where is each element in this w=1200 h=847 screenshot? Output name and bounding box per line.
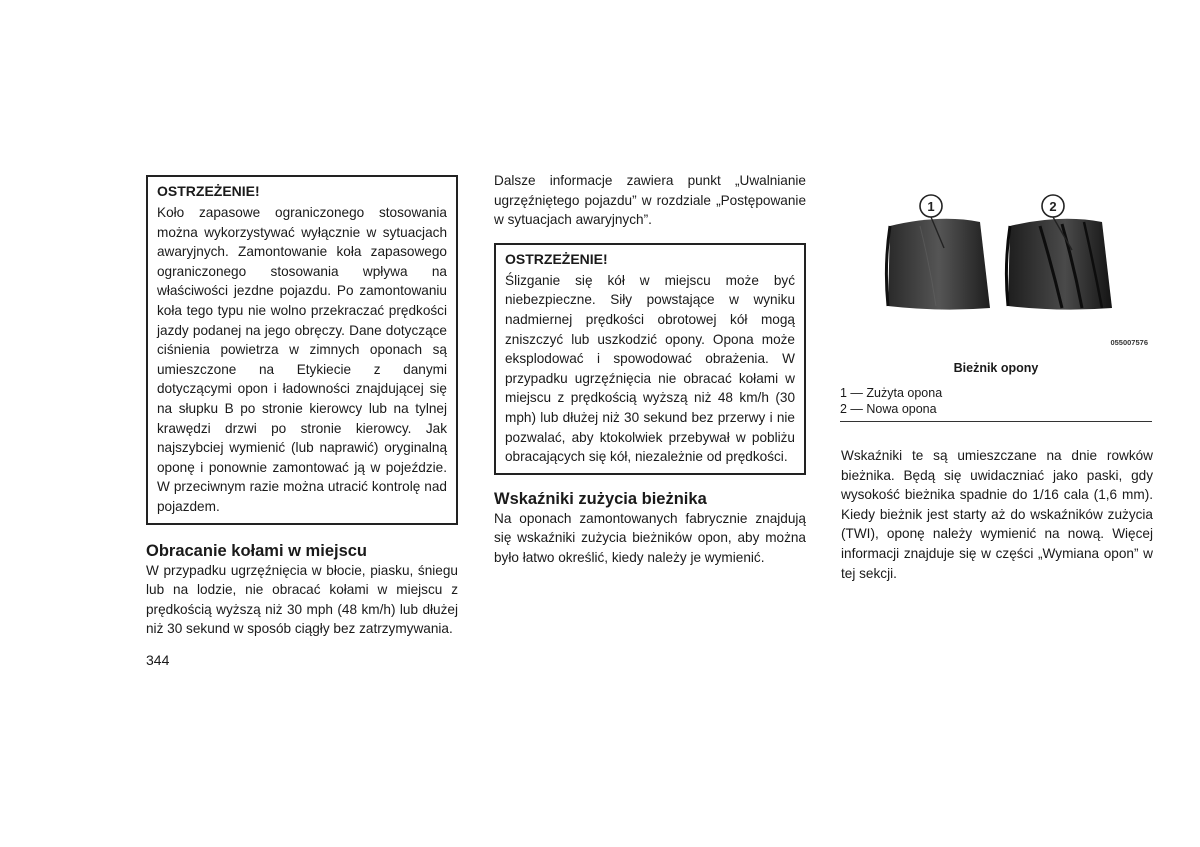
figure-caption: Bieżnik opony — [953, 361, 1039, 375]
page-number: 344 — [146, 652, 170, 668]
intro-text: Dalsze informacje zawiera punkt „Uwalnianie ugrzęźniętego pojazdu” w rozdziale „Postępowanie w sytuacjach awaryjnych”. — [494, 173, 806, 228]
column-1 — [146, 175, 458, 639]
section-heading-tread-indicators: Wskaźniki zużycia bieżnika — [494, 489, 707, 508]
section-text-tread-indicators: Na oponach zamontowanych fabrycznie znajdują się wskaźniki zużycia bieżników opon, aby można było łatwo określić, kiedy należy je wymienić. — [494, 510, 806, 565]
warning-box-spare-wheel — [146, 175, 458, 525]
section-heading-wheel-spin: Obracanie kołami w miejscu — [146, 541, 368, 560]
legend-item-new: 2 — Nowa opona — [840, 402, 937, 416]
figure-code: 055007576 — [1110, 338, 1148, 347]
tire-tread-figure — [840, 186, 1152, 422]
figure-legend — [840, 385, 1152, 422]
column-3-text: Wskaźniki te są umieszczane na dnie rowków bieżnika. Będą się uwidaczniać jako paski, gdy wysokość bieżnika spadnie do 1/16 cala (1,6 mm). Kiedy bieżnik jest starty aż do wskaźników zużycia (TWI), oponę należy wymienić na nową. Więcej informacji znajduje się w części „Wymiana opon” w tej sekcji. — [841, 448, 1153, 581]
section-text-wheel-spin: W przypadku ugrzęźnięcia w błocie, piasku, śniegu lub na lodzie, nie obracać kołami w miejscu z prędkością wyższą niż 30 mph (48 km/h) lub dłużej niż 30 sekund w sposób ciągły bez zatrzymywania. — [146, 562, 458, 637]
new-tire — [1006, 219, 1112, 310]
warning-title: OSTRZEŻENIE! — [157, 183, 260, 199]
warning-text: Koło zapasowe ograniczonego stosowania można wykorzystywać wyłącznie w sytuacjach awaryjnych. Zamontowanie koła zapasowego ograniczonego stosowania wpływa na właściwości jezdne pojazdu. Po zamontowaniu koła tego typu nie wolno przekraczać prędkości jazdy podanej na jego obręczy. Dane dotyczące ciśnienia powietrza w zimnych oponach są umieszczone na Etykiecie z danymi dotyczącymi opon i ładowności znajdującej się na słupku B po stronie kierowcy lub na tylnej krawędzi drzwi po stronie kierowcy. Jak najszybciej wymienić (lub naprawić) oryginalną oponę i ponownie zamontować ją w pojeździe. W przeciwnym razie można utracić kontrolę nad pojazdem. — [157, 205, 447, 514]
warning-box-wheel-spin — [494, 243, 806, 475]
tire-illustration — [840, 186, 1152, 350]
legend-item-worn: 1 — Zużyta opona — [840, 386, 943, 400]
column-2 — [494, 171, 806, 568]
warning-title: OSTRZEŻENIE! — [505, 250, 608, 267]
callout-1-label: 1 — [927, 199, 935, 214]
warning-text: Ślizganie się kół w miejscu może być niebezpieczne. Siły powstające w wyniku nadmiernej prędkości obrotowej kół mogą zniszczyć lub uszkodzić opony. Opona może eksplodować i spowodować obrażenia. W przypadku ugrzęźnięcia nie obracać kołami w miejscu z prędkością wyższą niż 48 km/h (30 mph) lub dłużej niż 30 sekund bez przerwy i nie pozwalać, aby ktokolwiek przebywał w pobliżu obracających się kół, niezależnie od prędkości. — [505, 272, 795, 465]
callout-2-label: 2 — [1049, 199, 1057, 214]
